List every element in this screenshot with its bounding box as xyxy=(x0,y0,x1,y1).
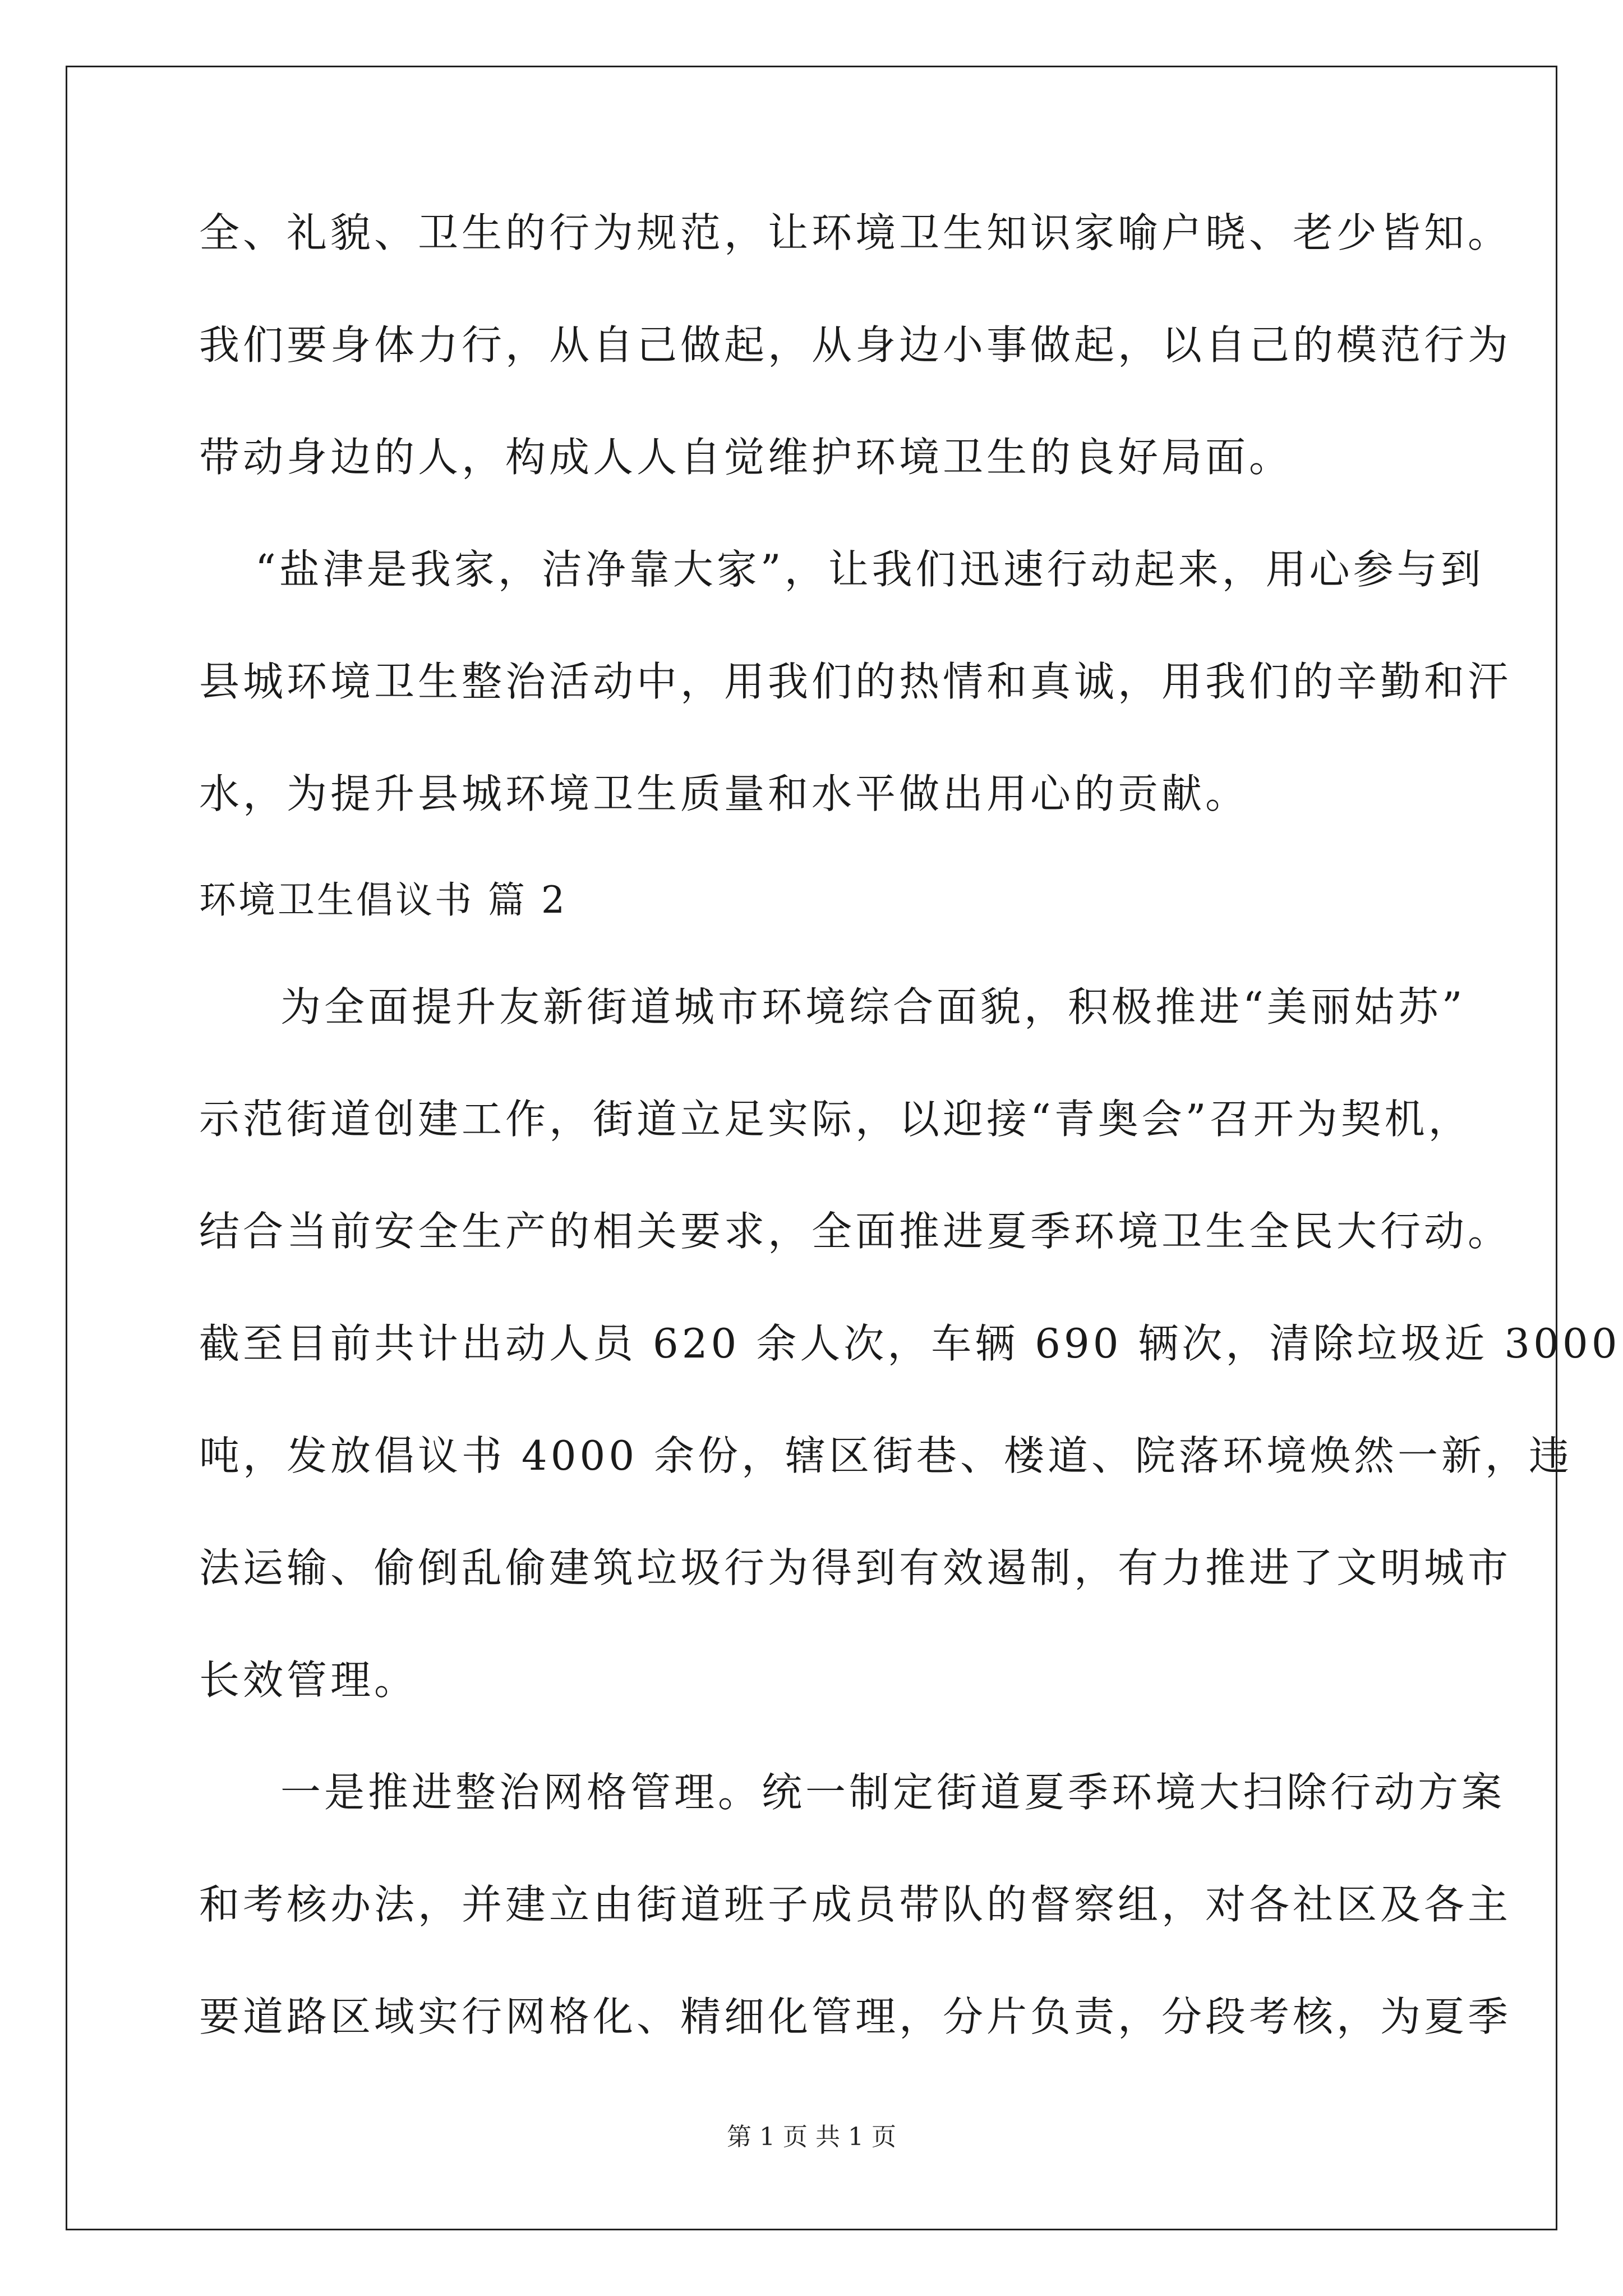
text-line: 全、礼貌、卫生的行为规范，让环境卫生知识家喻户晓、老少皆知。 xyxy=(199,209,1512,256)
text-line: 带动身边的人，构成人人自觉维护环境卫生的良好局面。 xyxy=(199,434,1293,481)
text-line: 法运输、偷倒乱偷建筑垃圾行为得到有效遏制，有力推进了文明城市 xyxy=(199,1544,1512,1591)
text-line: 结合当前安全生产的相关要求，全面推进夏季环境卫生全民大行动。 xyxy=(199,1208,1512,1255)
text-line: “盐津是我家，洁净靠大家”，让我们迅速行动起来，用心参与到 xyxy=(255,546,1484,593)
text-line: 长效管理。 xyxy=(199,1657,418,1704)
text-line: 要道路区域实行网格化、精细化管理，分片负责，分段考核，为夏季 xyxy=(199,1993,1512,2040)
page-footer: 第 1 页 共 1 页 xyxy=(727,2123,896,2151)
text-line: 水，为提升县城环境卫生质量和水平做出用心的贡献。 xyxy=(199,770,1249,817)
text-line: 截至目前共计出动人员 620 余人次，车辆 690 辆次，清除垃圾近 3000 xyxy=(199,1320,1621,1367)
text-line: 我们要身体力行，从自己做起，从身边小事做起，以自己的模范行为 xyxy=(199,321,1512,369)
text-line: 为全面提升友新街道城市环境综合面貌，积极推进“美丽姑苏” xyxy=(280,983,1466,1030)
text-line: 示范街道创建工作，街道立足实际，以迎接“青奥会”召开为契机， xyxy=(199,1096,1472,1143)
text-line: 一是推进整治网格管理。统一制定街道夏季环境大扫除行动方案 xyxy=(280,1769,1506,1816)
text-line: 吨，发放倡议书 4000 余份，辖区街巷、楼道、院落环境焕然一新，违 xyxy=(199,1432,1573,1479)
section-heading: 环境卫生倡议书 篇 2 xyxy=(199,878,567,922)
text-line: 县城环境卫生整治活动中，用我们的热情和真诚，用我们的辛勤和汗 xyxy=(199,658,1512,705)
text-line: 和考核办法，并建立由街道班子成员带队的督察组，对各社区及各主 xyxy=(199,1881,1512,1928)
